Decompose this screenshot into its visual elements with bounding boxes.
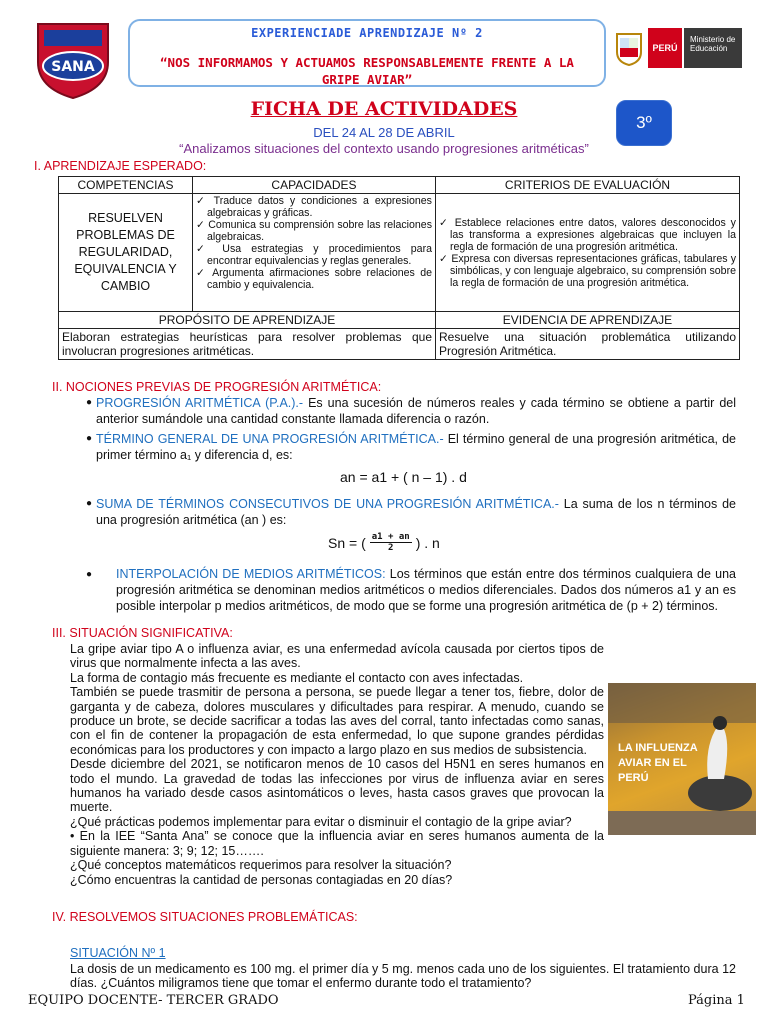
interp-text: Los términos que están entre dos términos cualquiera de una progresión aritmética se denominan medios aritméticos o medios diferenciales. Dados dos números a1 y an es posible interpolar p medios aritméticos, de modo que se forme una progresión aritmética de (p + 2) términos.: [116, 567, 736, 613]
bullet-icon: ●: [86, 498, 93, 509]
grade-badge: 3º: [616, 100, 672, 146]
paragraph: También se puede trasmitir de persona a persona, se puede llegar a tener tos, fiebre, dolor de garganta y de cabeza, dolores musculares y dificultades para respirar. A menudo, cuando se produce un brote, se decide sacrificar a todas las aves del corral, tanto infectadas como sanas, con el fin de contener la propagación de esta enfermedad, lo que supone grandes pérdidas económicas para los productores y con impacto a largo plazo en sus medios de subsistencia.: [70, 685, 604, 757]
formula-denominator: 2: [388, 543, 394, 553]
interp-definition: [116, 566, 736, 614]
paragraph: La gripe aviar tipo A o influenza aviar, es una enfermedad avícola causada por ciertos tipos de virus que normalmente infecta a las aves.: [70, 642, 604, 671]
page-title: FICHA DE ACTIVIDADES: [250, 98, 518, 120]
situation-text: [70, 642, 604, 887]
page-number: Página 1: [688, 993, 745, 1008]
competencia-cell: RESUELVEN PROBLEMAS DE REGULARIDAD, EQUIVALENCIA Y CAMBIO: [59, 194, 193, 312]
paragraph: Desde diciembre del 2021, se notificaron menos de 10 casos del H5N1 en seres humanos en todo el mundo. La gravedad de todas las infecciones por virus de influenza aviar en seres humanos ha variado desde casos asintomáticos o leves, hasta casos graves que provocan la muerte.: [70, 757, 604, 815]
tg-text: El término general de una progresión aritmética, de primer término a₁ y diferencia d, es:: [96, 432, 736, 462]
image-caption: LA INFLUENZA AVIAR EN EL PERÚ: [618, 742, 698, 784]
peru-flag-badge: PERÚ: [648, 28, 682, 68]
table-header: CAPACIDADES: [193, 177, 436, 194]
list-item: ✓ Expresa con diversas representaciones gráficas, tabulares y simbólicas, y con lenguaje algebraico, su comprensión sobre la regla de formación de una progresión aritmética.: [439, 253, 736, 289]
pa-label: PROGRESIÓN ARITMÉTICA (P.A.).-: [96, 396, 304, 410]
formula-sn-left: Sn = (: [328, 534, 366, 551]
paragraph: La forma de contagio más frecuente es mediante el contacto con aves infectadas.: [70, 670, 524, 685]
bullet-icon: ●: [86, 397, 93, 408]
formula-an: an = a1 + ( n – 1) . d: [340, 469, 467, 485]
proposito-cell: Elaboran estrategias heurísticas para resolver problemas que involucran progresiones aritméticas.: [59, 329, 436, 360]
criterios-cell: [436, 194, 740, 312]
table-header: CRITERIOS DE EVALUACIÓN: [436, 177, 740, 194]
paragraph: ¿Cómo encuentras la cantidad de personas contagiadas en 20 días?: [70, 872, 453, 887]
section-2-heading: II. NOCIONES PREVIAS DE PROGRESIÓN ARITMÉTICA:: [52, 380, 382, 394]
pa-definition: [96, 395, 736, 427]
formula-sn-right: ) . n: [415, 534, 440, 551]
tg-definition: [96, 431, 736, 463]
experience-title: EXPERIENCIADE APRENDIZAJE Nº 2: [251, 26, 483, 40]
table-header: COMPETENCIAS: [59, 177, 193, 194]
bullet-icon: ●: [86, 569, 93, 580]
suma-label: SUMA DE TÉRMINOS CONSECUTIVOS DE UNA PROGRESIÓN ARITMÉTICA.-: [96, 497, 559, 511]
suma-definition: [96, 496, 736, 528]
formula-fraction: [370, 532, 412, 553]
school-logo-icon: [30, 14, 116, 100]
tg-label: TÉRMINO GENERAL DE UNA PROGRESIÓN ARITMÉTICA.-: [96, 432, 444, 446]
footer-team: EQUIPO DOCENTE- TERCER GRADO: [28, 993, 279, 1008]
avian-flu-image: [608, 683, 756, 835]
list-item: ✓ Establece relaciones entre datos, valores desconocidos y las transforma a expresiones algebraicas que incluyen la regla de formación de una progresión aritmética.: [439, 217, 736, 253]
table-header: EVIDENCIA DE APRENDIZAJE: [436, 312, 740, 329]
learning-table: [58, 176, 740, 360]
experience-subtitle: “NOS INFORMAMOS Y ACTUAMOS RESPONSABLEMENTE FRENTE A LA GRIPE AVIAR”: [160, 55, 574, 87]
activity-subtitle: “Analizamos situaciones del contexto usando progresiones aritméticas”: [179, 141, 589, 156]
peru-seal-icon: [613, 30, 645, 66]
bullet-icon: ●: [86, 433, 93, 444]
capacidades-cell: [193, 194, 436, 312]
formula-sn: [328, 532, 440, 553]
situation-1-title: SITUACIÓN Nº 1: [70, 946, 166, 960]
interp-label: INTERPOLACIÓN DE MEDIOS ARITMÉTICOS:: [116, 567, 386, 581]
list-item: ✓ Traduce datos y condiciones a expresiones algebraicas y gráficas.: [196, 195, 432, 219]
suma-text: La suma de los n términos de una progresión aritmética (an ) es:: [96, 497, 736, 527]
paragraph: ¿Qué conceptos matemáticos requerimos para resolver la situación?: [70, 858, 452, 873]
evidencia-cell: Resuelve una situación problemática utilizando Progresión Aritmética.: [436, 329, 740, 360]
pa-text: Es una sucesión de números reales y cada término se obtiene a partir del anterior sumándole una cantidad constante llamada diferencia o razón.: [96, 396, 737, 426]
table-header: PROPÓSITO DE APRENDIZAJE: [59, 312, 436, 329]
ministry-badge: Ministerio de Educación: [684, 28, 742, 68]
svg-text:SANA: SANA: [51, 59, 95, 75]
date-range: DEL 24 AL 28 DE ABRIL: [313, 125, 455, 140]
formula-numerator: a1 + an: [371, 532, 410, 542]
section-3-heading: III. SITUACIÓN SIGNIFICATIVA:: [52, 626, 233, 640]
paragraph: • En la IEE “Santa Ana” se conoce que la influencia aviar en seres humanos aumenta de la siguiente manera: 3; 9; 12; 15…….: [70, 829, 604, 858]
list-item: ✓ Usa estrategias y procedimientos para encontrar equivalencias y reglas generales.: [196, 243, 432, 267]
paragraph: ¿Qué prácticas podemos implementar para evitar o disminuir el contagio de la gripe aviar?: [70, 814, 572, 829]
list-item: ✓ Comunica su comprensión sobre las relaciones algebraicas.: [196, 219, 432, 243]
list-item: ✓ Argumenta afirmaciones sobre relaciones de cambio y equivalencia.: [196, 267, 432, 291]
situation-1-text: La dosis de un medicamento es 100 mg. el primer día y 5 mg. menos cada uno de los siguientes. El tratamiento dura 12 días. ¿Cuántos miligramos tiene que tomar el enfermo durante todo el tratamiento?: [70, 962, 736, 990]
section-4-heading: IV. RESOLVEMOS SITUACIONES PROBLEMÁTICAS:: [52, 910, 358, 924]
section-1-heading: I. APRENDIZAJE ESPERADO:: [34, 159, 207, 173]
